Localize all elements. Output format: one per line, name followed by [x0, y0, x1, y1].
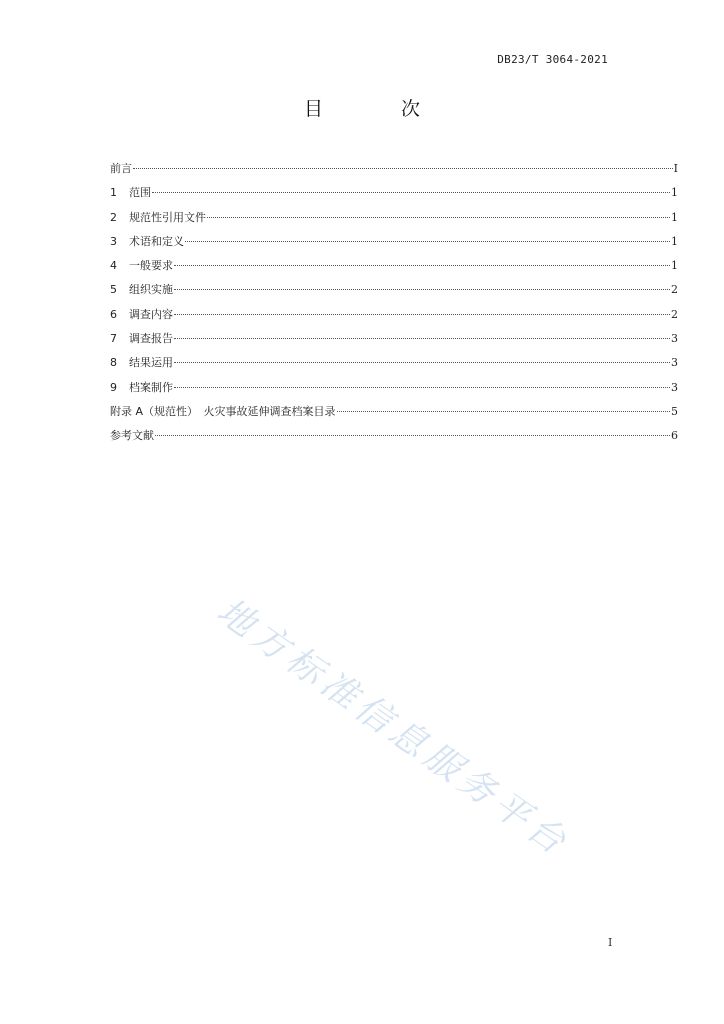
toc-entry-label: 参考文献: [110, 429, 154, 443]
page-number: I: [608, 936, 613, 949]
toc-entry-number: 1: [110, 186, 117, 200]
document-code: DB23/T 3064-2021: [497, 53, 608, 66]
toc-entry-page: 1: [671, 234, 678, 248]
toc-leader-dots: [174, 314, 670, 315]
toc-entry-page: 3: [671, 380, 678, 394]
toc-entry-bibliography[interactable]: [110, 427, 678, 451]
toc-entry-label: 1 范围: [110, 186, 151, 200]
toc-leader-dots: [152, 192, 670, 193]
toc-entry-number: 4: [110, 259, 117, 273]
toc-leader-dots: [174, 362, 670, 363]
toc-entry-scope[interactable]: [110, 184, 678, 208]
toc-entry-label: 前言: [110, 162, 132, 175]
toc-leader-dots: [174, 265, 670, 266]
toc-entry-label: 8 结果运用: [110, 356, 173, 370]
toc-entry-page: 2: [671, 283, 678, 297]
toc-entry-label: 6 调查内容: [110, 307, 173, 321]
toc-leader-dots: [174, 289, 670, 290]
toc-entry-page: 3: [671, 332, 678, 346]
toc-entry-page: 6: [671, 429, 678, 443]
table-of-contents: [110, 160, 678, 452]
toc-entry-general-requirements[interactable]: [110, 257, 678, 281]
toc-entry-page: 2: [671, 307, 678, 321]
toc-entry-number: 5: [110, 283, 117, 297]
toc-leader-dots: [185, 241, 670, 242]
toc-entry-result-application[interactable]: [110, 354, 678, 378]
toc-entry-page: 1: [671, 210, 678, 224]
page-title: 目 次: [303, 98, 457, 120]
toc-entry-label: 4 一般要求: [110, 259, 173, 273]
toc-leader-dots: [174, 338, 670, 339]
toc-entry-page: 1: [671, 186, 678, 200]
toc-entry-page: 1: [671, 259, 678, 273]
toc-entry-foreword[interactable]: [110, 160, 678, 184]
toc-entry-appendix-a[interactable]: [110, 403, 678, 427]
toc-leader-dots: [207, 217, 670, 218]
toc-entry-label: 7 调查报告: [110, 332, 173, 346]
watermark: 地方标准信息服务平台: [209, 590, 578, 866]
toc-entry-number: 7: [110, 332, 117, 346]
toc-entry-page: 5: [671, 404, 678, 418]
toc-entry-number: 8: [110, 356, 117, 370]
toc-entry-number: 6: [110, 307, 117, 321]
toc-leader-dots: [133, 168, 673, 169]
toc-entry-terms-definitions[interactable]: [110, 233, 678, 257]
toc-entry-label: 附录 A（规范性） 火灾事故延伸调查档案目录: [110, 404, 336, 418]
toc-entry-page: I: [673, 162, 678, 175]
toc-entry-normative-references[interactable]: [110, 209, 678, 233]
toc-leader-dots: [174, 387, 670, 388]
toc-entry-label: 5 组织实施: [110, 283, 173, 297]
toc-leader-dots: [155, 435, 670, 436]
toc-entry-investigation-content[interactable]: [110, 306, 678, 330]
toc-entry-organization[interactable]: [110, 281, 678, 305]
toc-entry-label: 2 规范性引用文件: [110, 210, 206, 224]
toc-entry-number: 3: [110, 234, 117, 248]
toc-entry-page: 3: [671, 356, 678, 370]
toc-entry-label: 3 术语和定义: [110, 234, 184, 248]
toc-entry-investigation-report[interactable]: [110, 330, 678, 354]
toc-leader-dots: [337, 411, 670, 412]
toc-entry-number: 9: [110, 380, 117, 394]
toc-entry-archive-production[interactable]: [110, 379, 678, 403]
toc-entry-label: 9 档案制作: [110, 380, 173, 394]
toc-entry-number: 2: [110, 210, 117, 224]
